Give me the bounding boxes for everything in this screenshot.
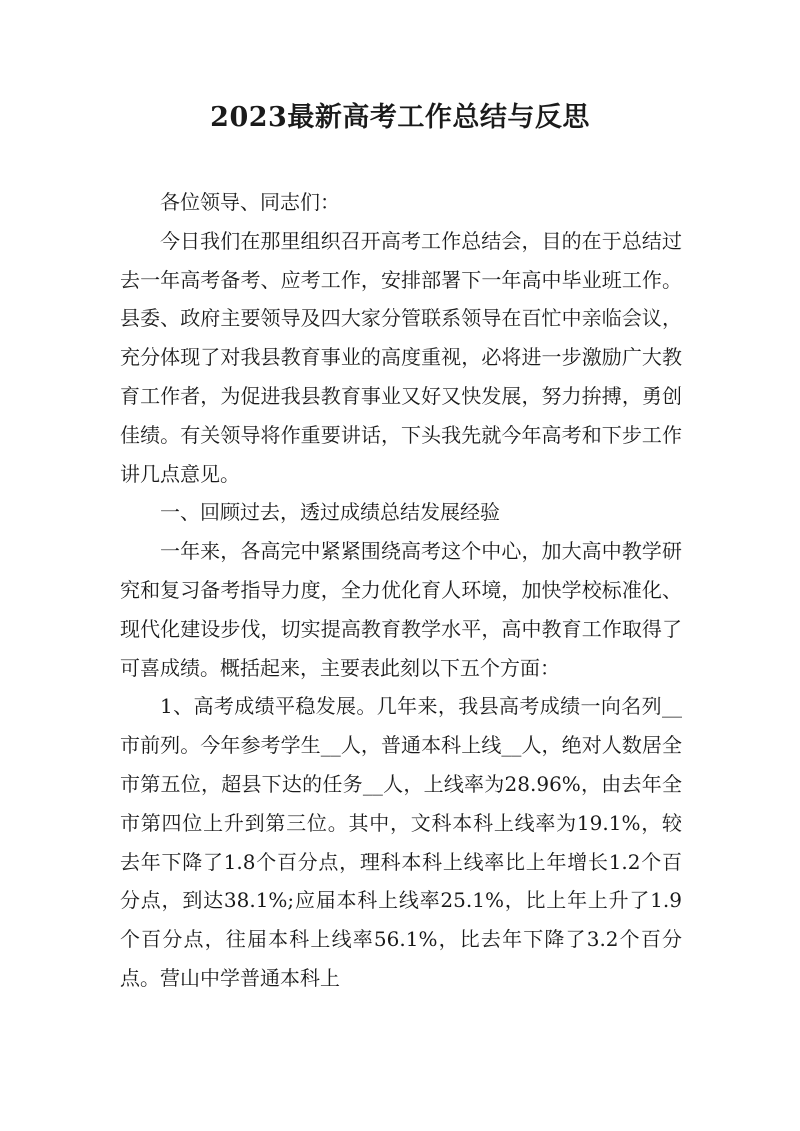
section-heading-1: 一、回顾过去，透过成绩总结发展经验: [160, 500, 500, 525]
paragraph-salutation: 各位领导、同志们：: [160, 190, 340, 214]
document-body: [120, 183, 682, 998]
paragraph-intro: 今日我们在那里组织召开高考工作总结会，目的在于总结过去一年高考备考、应考工作，安排部署下一年高中毕业班工作。县委、政府主要领导及四大家分管联系领导在百忙中亲临会议，充分体现了对我县教育事业的高度重视，必将进一步激励广大教育工作者，为促进我县教育事业又好又快发展，努力拚搏，勇创佳绩。有关领导将作重要讲话，下头我先就今年高考和下步工作讲几点意见。: [120, 228, 682, 486]
paragraph-overview: 一年来，各高完中紧紧围绕高考这个中心，加大高中教学研究和复习备考指导力度，全力优化育人环境，加快学校标准化、现代化建设步伐，切实提高教育教学水平，高中教育工作取得了可喜成绩。概括起来，主要表此刻以下五个方面：: [120, 539, 682, 680]
document-title: 2023最新高考工作总结与反思: [210, 102, 590, 133]
paragraph-results: 1、高考成绩平稳发展。几年来，我县高考成绩一向名列__市前列。今年参考学生__人，普通本科上线__人，绝对人数居全市第五位，超县下达的任务__人，上线率为28.96%，由去年全市第四位上升到第三位。其中，文科本科上线率为19.1%，较去年下降了1.8个百分点，理科本科上线率比上年增长1.2个百分点，到达38.1%;应届本科上线率25.1%，比上年上升了1.9个百分点，往届本科上线率56.1%，比去年下降了3.2个百分点。营山中学普通本科上: [120, 694, 682, 990]
